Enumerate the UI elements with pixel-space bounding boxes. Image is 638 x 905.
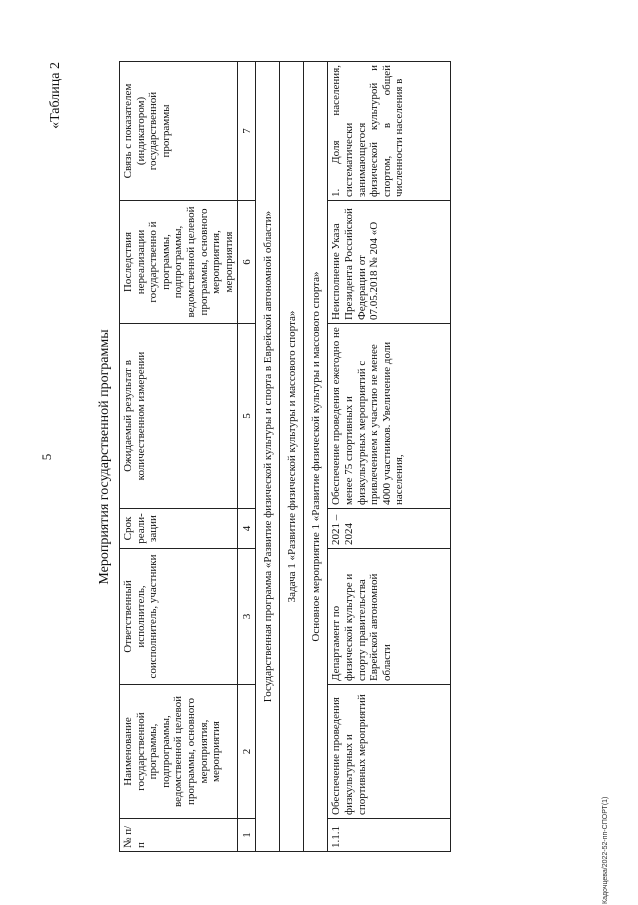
task-title: Задача 1 «Развитие физической культуры и массового спорта» bbox=[280, 62, 304, 852]
measure-name: Обеспечение проведения физкультурных и спортивных мероприятий bbox=[328, 685, 451, 819]
column-number-row bbox=[238, 62, 256, 852]
table-header-row bbox=[120, 62, 238, 852]
column-number: 1 bbox=[238, 819, 256, 852]
measures-table bbox=[119, 61, 451, 852]
period: 2021 – 2024 bbox=[328, 509, 451, 549]
row-number: 1.1.1 bbox=[328, 819, 451, 852]
page-number: 5 bbox=[39, 453, 54, 461]
table-caption: «Таблица 2 bbox=[48, 62, 63, 129]
column-number: 7 bbox=[238, 62, 256, 201]
column-number: 5 bbox=[238, 324, 256, 509]
consequences: Неисполнение Указа Президента Российской Федерации от 07.05.2018 № 204 «О bbox=[328, 201, 451, 324]
page-title: Мероприятия государственной программы bbox=[97, 329, 112, 585]
header-cell: Связь с показателем (индикатором) государственной программы bbox=[120, 62, 238, 201]
column-number: 6 bbox=[238, 201, 256, 324]
main-measure-title: Основное мероприятие 1 «Развитие физической культуры и массового спорта» bbox=[304, 62, 328, 852]
header-cell: Срок реали-зации bbox=[120, 509, 238, 549]
document-code: Кадочцева/2022-52-пп-СПОРТ(1) bbox=[602, 796, 609, 904]
header-cell: Наименование государственной программы, подпрограммы, ведомственной целевой программы, основного мероприятия, мероприятия bbox=[120, 685, 238, 819]
header-cell: № п/п bbox=[120, 819, 238, 852]
task-row bbox=[280, 62, 304, 852]
column-number: 2 bbox=[238, 685, 256, 819]
executor: Департамент по физической культуре и спорту правительства Еврейской автономной области bbox=[328, 549, 451, 685]
table-row bbox=[328, 62, 451, 852]
column-number: 4 bbox=[238, 509, 256, 549]
header-cell: Ответственный исполнитель, соисполнитель, участники bbox=[120, 549, 238, 685]
header-cell: Ожидаемый результат в количественном измерении bbox=[120, 324, 238, 509]
main-measure-row bbox=[304, 62, 328, 852]
indicator-link: 1. Доля населения, систематически занимающегося физической культурой и спортом, в общей численности населения в bbox=[328, 62, 451, 201]
program-title: Государственная программа «Развитие физической культуры и спорта в Еврейской автономной области» bbox=[256, 62, 280, 852]
expected-result: Обеспечение проведения ежегодно не менее 75 спортивных и физкультурных мероприятий с привлечением к участию не менее 4000 участников. Увеличение доли населения, bbox=[328, 324, 451, 509]
header-cell: Последствия нереализации государственно й программы, подпрограммы, ведомственной целевой программы, основного мероприятия, мероприятия bbox=[120, 201, 238, 324]
column-number: 3 bbox=[238, 549, 256, 685]
program-row bbox=[256, 62, 280, 852]
rotated-content bbox=[39, 62, 599, 852]
